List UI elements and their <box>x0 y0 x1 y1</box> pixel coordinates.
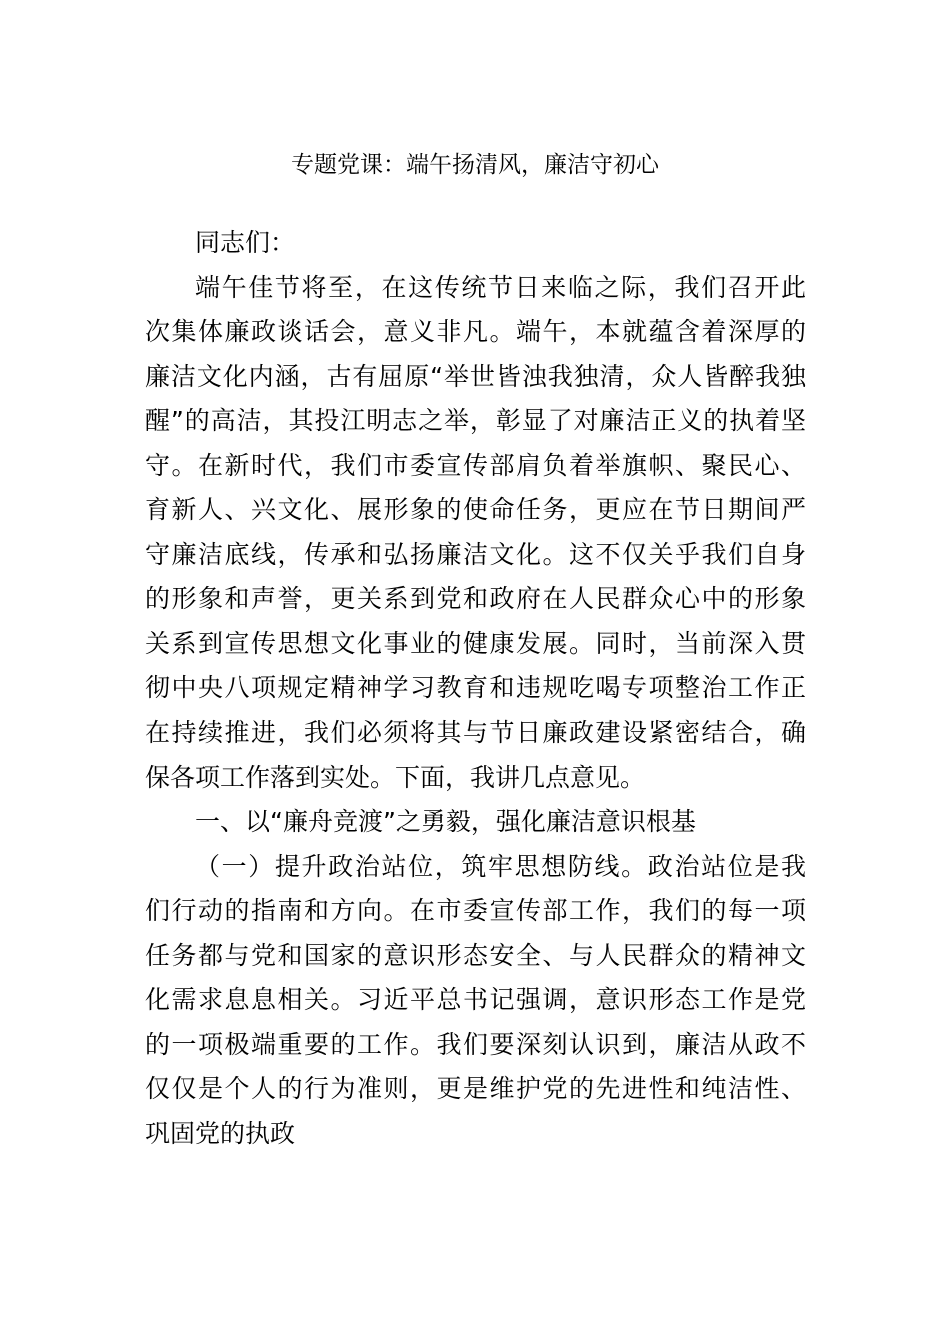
paragraph <box>145 845 806 1157</box>
text-line: 化需求息息相关。习近平总书记强调，意识形态工作是党 <box>145 985 806 1015</box>
document-title: 专题党课：端午扬清风，廉洁守初心 <box>291 152 659 178</box>
text-line: 任务都与党和国家的意识形态安全、与人民群众的精神文 <box>145 940 806 970</box>
paragraph <box>145 266 806 801</box>
text-line: 端午佳节将至，在这传统节日来临之际，我们召开此 <box>195 272 806 302</box>
text-line: 育新人、兴文化、展形象的使命任务，更应在节日期间严 <box>145 495 806 525</box>
text-line: 醒”的高洁，其投江明志之举，彰显了对廉洁正义的执着坚 <box>145 406 806 436</box>
text-line: 守廉洁底线，传承和弘扬廉洁文化。这不仅关乎我们自身 <box>145 539 806 569</box>
section-heading <box>145 800 806 845</box>
text-line: 一、以“廉舟竞渡”之勇毅，强化廉洁意识根基 <box>195 807 696 837</box>
text-line: 的一项极端重要的工作。我们要深刻认识到，廉洁从政不 <box>145 1029 806 1059</box>
text-line: 守。在新时代，我们市委宣传部肩负着举旗帜、聚民心、 <box>145 450 806 480</box>
text-line: 保各项工作落到实处。下面，我讲几点意见。 <box>145 762 646 792</box>
text-line: 次集体廉政谈话会，意义非凡。端午，本就蕴含着深厚的 <box>145 317 806 347</box>
text-line: 关系到宣传思想文化事业的健康发展。同时，当前深入贯 <box>145 628 806 658</box>
text-line: 廉洁文化内涵，古有屈原“举世皆浊我独清，众人皆醉我独 <box>145 361 806 391</box>
text-line: 彻中央八项规定精神学习教育和违规吃喝专项整治工作正 <box>145 673 806 703</box>
text-line: 仅仅是个人的行为准则，更是维护党的先进性和纯洁性、 <box>145 1074 806 1104</box>
text-line: 的形象和声誉，更关系到党和政府在人民群众心中的形象 <box>145 584 806 614</box>
text-line: 们行动的指南和方向。在市委宣传部工作，我们的每一项 <box>145 896 806 926</box>
paragraphs <box>145 266 806 1157</box>
text-line: 巩固党的执政 <box>145 1118 296 1148</box>
salutation: 同志们： <box>195 228 296 257</box>
document-body <box>145 221 806 1156</box>
text-line: （一）提升政治站位，筑牢思想防线。政治站位是我 <box>195 851 806 881</box>
text-line: 在持续推进，我们必须将其与节日廉政建设紧密结合，确 <box>145 718 806 748</box>
